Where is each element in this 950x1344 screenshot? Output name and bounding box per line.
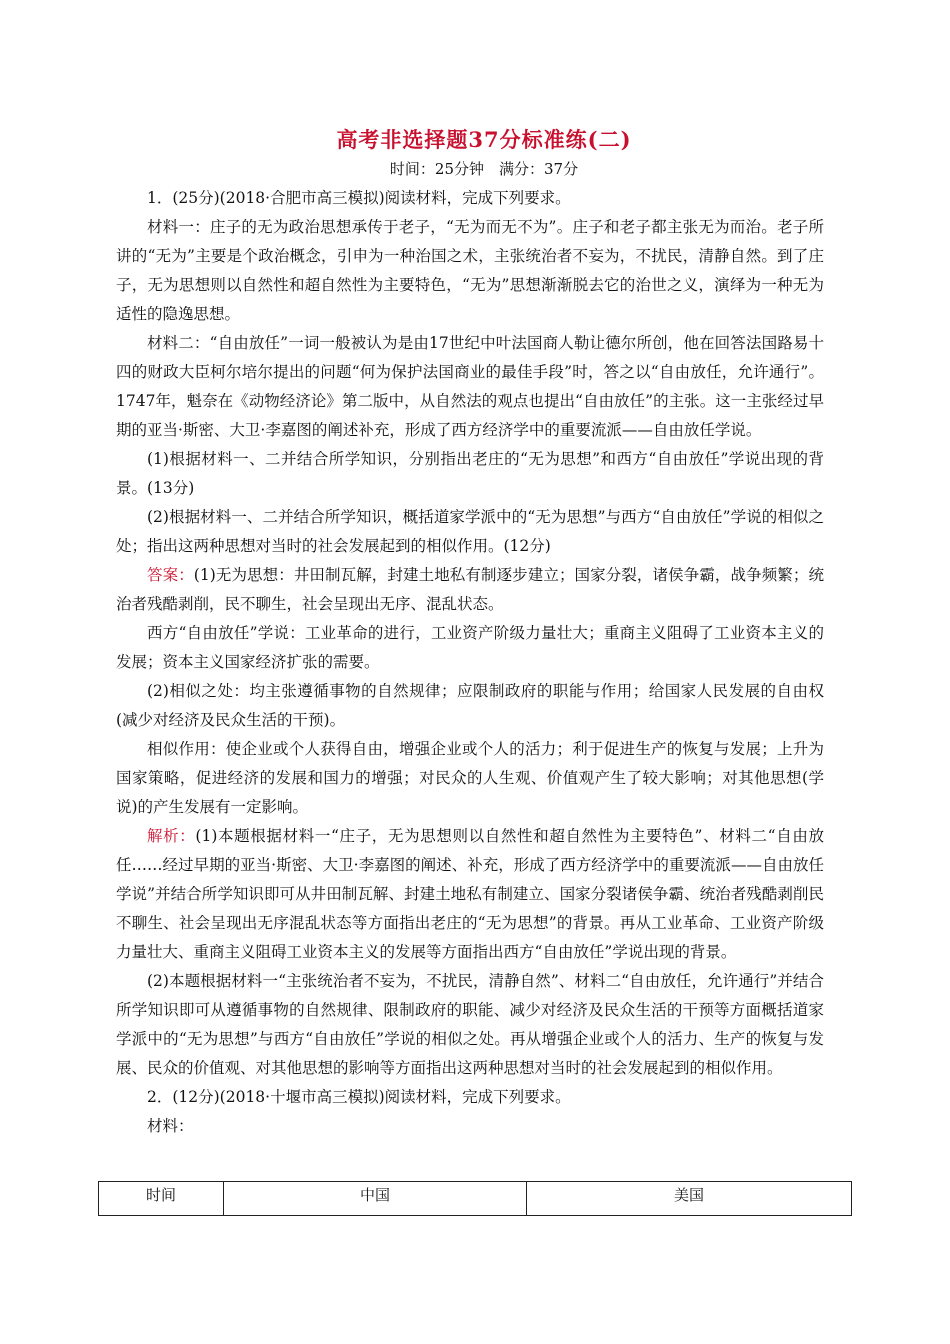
analysis-label: 解析： [147,827,196,845]
analysis-part-2: (2)本题根据材料一“主张统治者不妄为，不扰民，清静自然”、材料二“自由放任，允许通行”并结合所学知识即可从遵循事物的自然规律、限制政府的职能、减少对经济及民众生活的干预等方面概括道家学派中的“无为思想”与西方“自由放任”学说的相似之处。再从增强企业或个人的活力、生产的恢复与发展、民众的价值观、对其他思想的影响等方面指出这两种思想对当时的社会发展起到的相似作用。 [116,972,824,1077]
material-label: 材料： [147,1117,194,1135]
material-table [98,1181,852,1216]
material-1: 材料一：庄子的无为政治思想承传于老子，“无为而无不为”。庄子和老子都主张无为而治。老子所讲的“无为”主要是个政治概念，引申为一种治国之术，主张统治者不妄为，不扰民，清静自然。到了庄子，无为思想则以自然性和超自然性为主要特色，“无为”思想渐渐脱去它的治世之义，演绎为一种无为适性的隐逸思想。 [116,218,824,323]
material-2: 材料二：“自由放任”一词一般被认为是由17世纪中叶法国商人勒让德尔所创，他在回答法国路易十四的财政大臣柯尔培尔提出的问题“何为保护法国商业的最佳手段”时，答之以“自由放任，允许通行”。1747年，魁奈在《动物经济论》第二版中，从自然法的观点也提出“自由放任”的主张。这一主张经过早期的亚当·斯密、大卫·李嘉图的阐述补充，形成了西方经济学中的重要流派——自由放任学说。 [116,334,824,439]
table-header-china: 中国 [224,1182,527,1216]
table-header-row [99,1182,852,1216]
question-2-stem: 2．(12分)(2018·十堰市高三模拟)阅读材料，完成下列要求。 [147,1088,571,1106]
answer-part-1 [116,561,824,619]
table-header-time: 时间 [99,1182,224,1216]
page-title: 高考非选择题37分标准练(二) [336,127,632,152]
analysis-text-1: (1)本题根据材料一“庄子，无为思想则以自然性和超自然性为主要特色”、材料二“自由放任……经过早期的亚当·斯密、大卫·李嘉图的阐述、补充，形成了西方经济学中的重要流派——自由放任学说”并结合所学知识即可从井田制瓦解、封建土地私有制建立、国家分裂诸侯争霸、统治者残酷剥削民不聊生、社会呈现出无序混乱状态等方面指出老庄的“无为思想”的背景。再从工业革命、工业资产阶级力量壮大、重商主义阻碍工业资本主义的发展等方面指出西方“自由放任”学说出现的背景。 [116,827,824,961]
answer-part-2: 西方“自由放任”学说：工业革命的进行，工业资产阶级力量壮大；重商主义阻碍了工业资本主义的发展；资本主义国家经济扩张的需要。 [116,624,824,671]
table-header-usa: 美国 [527,1182,852,1216]
analysis-part-1 [116,822,824,967]
answer-text-1: (1)无为思想：井田制瓦解，封建土地私有制逐步建立；国家分裂，诸侯争霸，战争频繁；统治者残酷剥削，民不聊生，社会呈现出无序、混乱状态。 [116,566,824,613]
answer-part-4: 相似作用：使企业或个人获得自由，增强企业或个人的活力；利于促进生产的恢复与发展；上升为国家策略，促进经济的发展和国力的增强；对民众的人生观、价值观产生了较大影响；对其他思想(学说)的产生发展有一定影响。 [116,740,824,816]
answer-label: 答案： [147,566,194,584]
answer-part-3: (2)相似之处：均主张遵循事物的自然规律；应限制政府的职能与作用；给国家人民发展的自由权(减少对经济及民众生活的干预)。 [116,682,824,729]
document-body [116,184,824,1141]
sub-question-1: (1)根据材料一、二并结合所学知识，分别指出老庄的“无为思想”和西方“自由放任”学说出现的背景。(13分) [116,450,824,497]
time-score-line: 时间：25分钟 满分：37分 [389,160,579,178]
sub-question-2: (2)根据材料一、二并结合所学知识，概括道家学派中的“无为思想”与西方“自由放任”学说的相似之处；指出这两种思想对当时的社会发展起到的相似作用。(12分) [116,508,824,555]
question-1-stem: 1．(25分)(2018·合肥市高三模拟)阅读材料，完成下列要求。 [147,189,571,207]
